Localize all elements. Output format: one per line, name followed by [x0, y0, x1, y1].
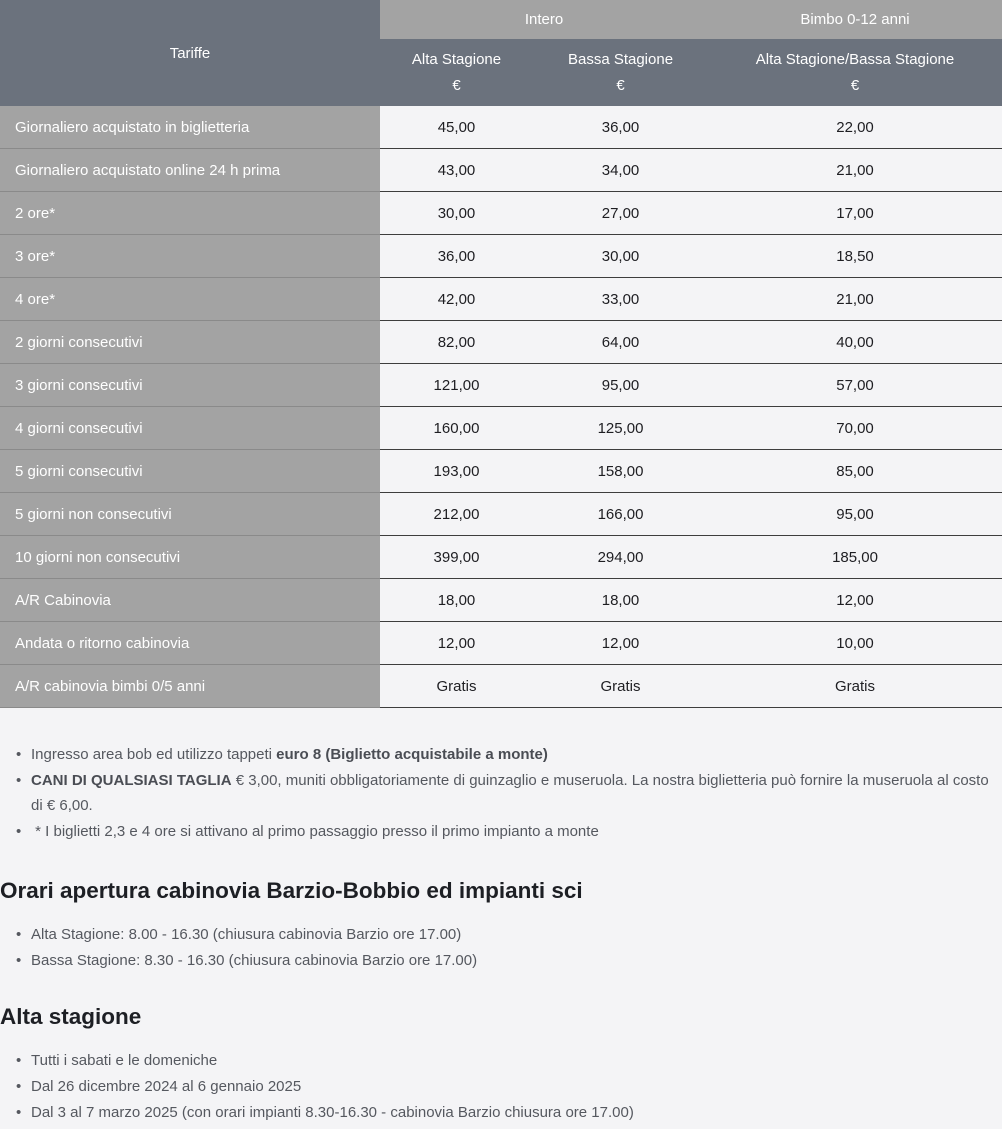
list-item [31, 768, 1002, 819]
header-tariffe [0, 0, 380, 106]
price-alta: 121,00 [380, 364, 533, 407]
notes-list [0, 742, 1002, 844]
row-label: 5 giorni consecutivi [0, 450, 380, 493]
note-bob-text: Ingresso area bob ed utilizzo tappeti [31, 746, 277, 763]
table-row [0, 450, 1002, 493]
price-alta: 42,00 [380, 278, 533, 321]
list-item: • Bassa Stagione: 8.30 - 16.30 (chiusura cabinovia Barzio ore 17.00) [31, 948, 1002, 974]
price-alta: 212,00 [380, 493, 533, 536]
price-alta: 82,00 [380, 321, 533, 364]
price-bassa: 64,00 [533, 321, 708, 364]
note-cani-text: € 3,00, muniti obbligatoriamente di guinzaglio e museruola. La nostra biglietteria può fornire la museruola al costo di € 6,00. [31, 771, 989, 814]
price-bassa: 27,00 [533, 192, 708, 235]
list-item [31, 742, 1002, 768]
price-bimbo: 185,00 [708, 536, 1002, 579]
row-label: A/R cabinovia bimbi 0/5 anni [0, 665, 380, 708]
price-alta: 18,00 [380, 579, 533, 622]
header-intero: Intero [380, 0, 708, 39]
price-alta: 36,00 [380, 235, 533, 278]
header-bimbo-stagione [708, 39, 1002, 106]
price-bimbo: 57,00 [708, 364, 1002, 407]
price-alta: 30,00 [380, 192, 533, 235]
price-bassa: 12,00 [533, 622, 708, 665]
price-bimbo: 17,00 [708, 192, 1002, 235]
price-bimbo: 21,00 [708, 278, 1002, 321]
row-label: 3 giorni consecutivi [0, 364, 380, 407]
price-bimbo: Gratis [708, 665, 1002, 708]
header-bimbo-stagione-unit: € [850, 76, 860, 94]
header-alta-stagione-unit: € [452, 76, 461, 94]
note-biglietti-ore: * I biglietti 2,3 e 4 ore si attivano al primo passaggio presso il primo impianto a monte [31, 822, 599, 840]
list-item: • Dal 3 al 7 marzo 2025 (con orari impianti 8.30-16.30 - cabinovia Barzio chiusura ore 17.00) [31, 1100, 1002, 1126]
table-row [0, 278, 1002, 321]
header-alta-stagione [380, 39, 533, 106]
note-bob-price: euro 8 (Biglietto acquistabile a monte) [276, 746, 548, 763]
header-bimbo: Bimbo 0-12 anni [708, 0, 1002, 39]
price-alta: Gratis [380, 665, 533, 708]
price-bassa: 18,00 [533, 579, 708, 622]
row-label: 10 giorni non consecutivi [0, 536, 380, 579]
price-bassa: Gratis [533, 665, 708, 708]
row-label: 3 ore* [0, 235, 380, 278]
price-bassa: 125,00 [533, 407, 708, 450]
price-alta: 45,00 [380, 106, 533, 149]
price-bassa: 158,00 [533, 450, 708, 493]
price-alta: 399,00 [380, 536, 533, 579]
price-bimbo: 21,00 [708, 149, 1002, 192]
row-label: 5 giorni non consecutivi [0, 493, 380, 536]
row-label: 4 giorni consecutivi [0, 407, 380, 450]
price-bassa: 30,00 [533, 235, 708, 278]
price-bimbo: 22,00 [708, 106, 1002, 149]
price-alta: 12,00 [380, 622, 533, 665]
header-tariffe-label: Tariffe [169, 44, 211, 62]
list-item [31, 819, 1002, 845]
table-row [0, 192, 1002, 235]
price-bassa: 294,00 [533, 536, 708, 579]
price-bassa: 34,00 [533, 149, 708, 192]
price-bassa: 166,00 [533, 493, 708, 536]
table-row [0, 106, 1002, 149]
header-alta-stagione-label: Alta Stagione [411, 50, 502, 68]
price-bimbo: 18,50 [708, 235, 1002, 278]
orari-list [0, 922, 1002, 974]
alta-stagione-heading: Alta stagione [0, 1004, 142, 1029]
table-row [0, 622, 1002, 665]
price-bassa: 95,00 [533, 364, 708, 407]
price-alta: 43,00 [380, 149, 533, 192]
list-item: • Alta Stagione: 8.00 - 16.30 (chiusura cabinovia Barzio ore 17.00) [31, 922, 1002, 948]
orari-heading: Orari apertura cabinovia Barzio-Bobbio ed impianti sci [0, 878, 583, 903]
header-bassa-stagione-unit: € [616, 76, 625, 94]
table-row [0, 364, 1002, 407]
row-label: Andata o ritorno cabinovia [0, 622, 380, 665]
price-alta: 193,00 [380, 450, 533, 493]
row-label: Giornaliero acquistato in biglietteria [0, 106, 380, 149]
note-cani-title: CANI DI QUALSIASI TAGLIA [31, 771, 232, 789]
price-bimbo: 10,00 [708, 622, 1002, 665]
price-bimbo: 85,00 [708, 450, 1002, 493]
table-row [0, 536, 1002, 579]
price-bassa: 36,00 [533, 106, 708, 149]
table-row [0, 493, 1002, 536]
table-row [0, 579, 1002, 622]
price-bimbo: 12,00 [708, 579, 1002, 622]
header-bimbo-stagione-label: Alta Stagione/Bassa Stagione [755, 50, 955, 68]
table-row [0, 149, 1002, 192]
table-row [0, 321, 1002, 364]
list-item: • Dal 26 dicembre 2024 al 6 gennaio 2025 [31, 1074, 1002, 1100]
table-row [0, 407, 1002, 450]
row-label: 4 ore* [0, 278, 380, 321]
table-row [0, 235, 1002, 278]
price-bimbo: 70,00 [708, 407, 1002, 450]
price-bimbo: 95,00 [708, 493, 1002, 536]
price-bimbo: 40,00 [708, 321, 1002, 364]
row-label: 2 ore* [0, 192, 380, 235]
alta-stagione-list [0, 1048, 1002, 1126]
row-label: 2 giorni consecutivi [0, 321, 380, 364]
table-row [0, 665, 1002, 708]
header-bassa-stagione-label: Bassa Stagione [567, 50, 674, 68]
price-bassa: 33,00 [533, 278, 708, 321]
price-alta: 160,00 [380, 407, 533, 450]
list-item: • Tutti i sabati e le domeniche [31, 1048, 1002, 1074]
row-label: A/R Cabinovia [0, 579, 380, 622]
row-label: Giornaliero acquistato online 24 h prima [0, 149, 380, 192]
header-bassa-stagione [533, 39, 708, 106]
